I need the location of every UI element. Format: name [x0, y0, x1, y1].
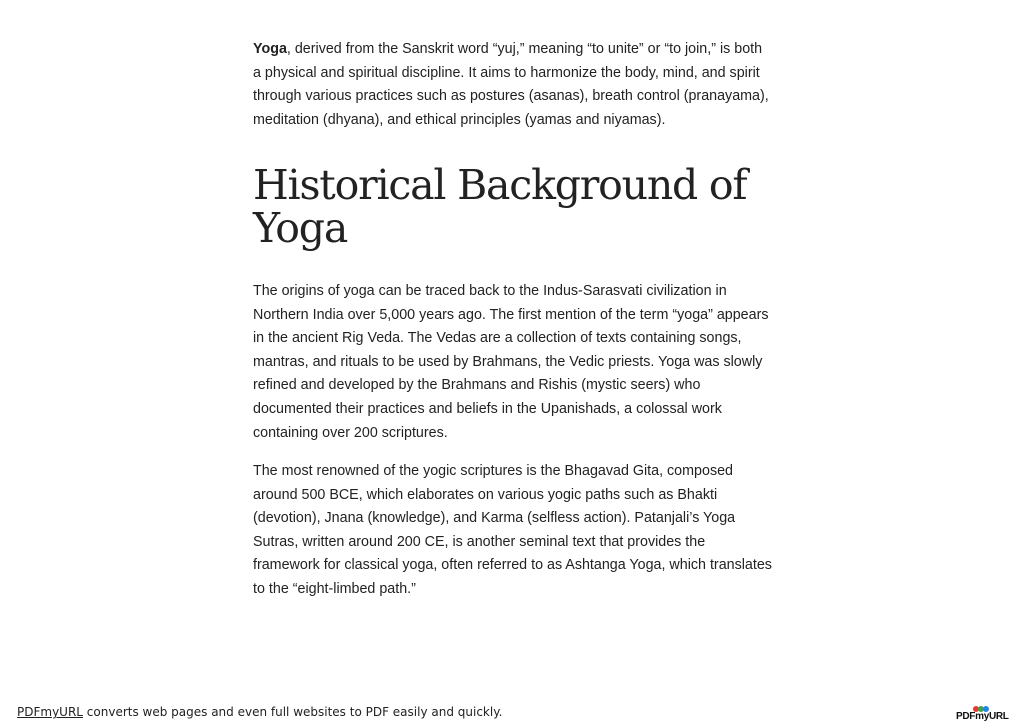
section-heading: Historical Background of Yoga — [253, 161, 747, 252]
footer-text: converts web pages and even full websites to PDF easily and quickly. — [82, 705, 503, 719]
intro-bold-lead: Yoga — [253, 41, 287, 57]
intro-text: , derived from the Sanskrit word “yuj,” meaning “to unite” or “to join,” is both a physical and spiritual discipline. It aims to harmonize the body, mind, and spirit through various practices such as postures (asanas), breath control (pranayama), meditation (dhyana), and ethical principles (yamas and niyamas). — [253, 41, 769, 128]
logo-text: PDFmyURL — [956, 711, 1009, 722]
paragraph-scriptures: The most renowned of the yogic scriptures is the Bhagavad Gita, composed around 500 BCE, which elaborates on various yogic paths such as Bhakti (devotion), Jnana (knowledge), and Karma (selfless action). Patanjali’s Yoga Sutras, written around 200 CE, is another seminal text that provides the framework for classical yoga, often referred to as Ashtanga Yoga, which translates to the “eight-limbed path.” — [253, 463, 772, 597]
article — [253, 38, 773, 597]
paragraph-origins: The origins of yoga can be traced back to the Indus-Sarasvati civilization in Northern India over 5,000 years ago. The first mention of the term “yoga” appears in the ancient Rig Veda. The Vedas are a collection of texts containing songs, mantras, and rituals to be used by Brahmans, the Vedic priests. Yoga was slowly refined and developed by the Brahmans and Rishis (mystic seers) who documented their practices and beliefs in the Upanishads, a colossal work containing over 200 scriptures. — [253, 283, 769, 441]
pdfmyurl-logo[interactable] — [956, 706, 1009, 722]
footer — [17, 705, 502, 719]
intro-paragraph — [253, 38, 773, 132]
pdfmyurl-link[interactable]: PDFmyURL — [17, 705, 83, 719]
